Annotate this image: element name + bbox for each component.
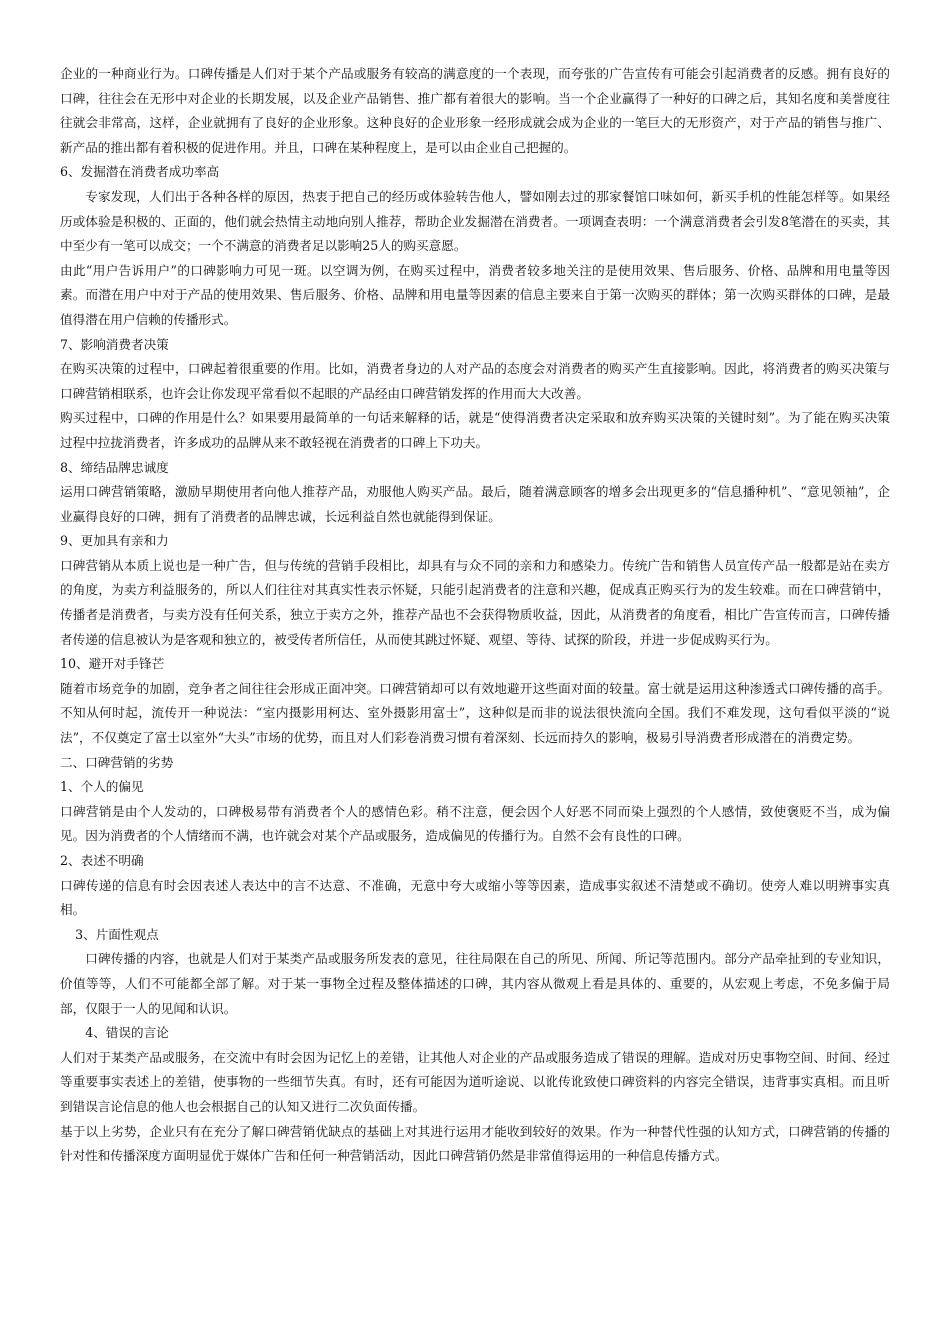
- paragraph-wrong-statements: 人们对于某类产品或服务，在交流中有时会因为记忆上的差错，让其他人对企业的产品或服务造成了错误的理解。造成对历史事物空间、时间、经过等重要事实表述上的差错，使事物的一些细节失真。有时，还有可能因为道听途说、以讹传讹致使口碑资料的内容完全错误，违背事实真相。而且听到错误言论信息的他人也会根据自己的认知又进行二次负面传播。: [60, 1049, 890, 1114]
- heading-9-affinity: 9、更加具有亲和力: [60, 533, 169, 549]
- heading-3-one-sided-view: 3、片面性观点: [75, 926, 159, 942]
- paragraph-key-moment: 购买过程中，口碑的作用是什么？如果要用最简单的一句话来解释的话，就是“使得消费者决定采取和放弃购买决策的关键时刻”。为了能在购买决策过程中拉拢消费者，许多成功的品牌从来不敢轻视在消费者的口碑上下功夫。: [60, 410, 890, 450]
- paragraph-experts-found: 专家发现，人们出于各种各样的原因，热衷于把自己的经历或体验转告他人，譬如刚去过的那家餐馆口味如何，新买手机的性能怎样等。如果经历或体验是积极的、正面的，他们就会热情主动地向别人推荐，帮助企业发掘潜在消费者。一项调查表明：一个满意消费者会引发8笔潜在的买卖，其中至少有一笔可以成交；一个不满意的消费者足以影响25人的购买意愿。: [60, 188, 890, 254]
- paragraph-conclusion: 基于以上劣势，企业只有在充分了解口碑营销优缺点的基础上对其进行运用才能收到较好的效果。作为一种替代性强的认知方式，口碑营销的传播的针对性和传播深度方面明显优于媒体广告和任何一种营销活动，因此口碑营销仍然是非常值得运用的一种信息传播方式。: [60, 1123, 890, 1164]
- heading-8-brand-loyalty: 8、缔结品牌忠诚度: [60, 459, 169, 475]
- heading-10-avoid-competitors: 10、避开对手锋芒: [60, 656, 165, 672]
- paragraph-fuji-example: 随着市场竞争的加剧，竞争者之间往往会形成正面冲突。口碑营销却可以有效地避开这些面对面的较量。富士就是运用这种渗透式口碑传播的高手。不知从何时起，流传开一种说法：“室内摄影用柯达、室外摄影用富士”，这种似是而非的说法很快流向全国。我们不难发现，这句看似平淡的“说法”，不仅奠定了富士以室外“大头”市场的优势，而且对人们彩卷消费习惯有着深刻、长远而持久的影响，极易引导消费者形成潜在的消费定势。: [60, 680, 890, 746]
- heading-4-wrong-statements: 4、错误的言论: [85, 1025, 169, 1041]
- heading-7-influence-decision: 7、影响消费者决策: [60, 336, 169, 352]
- paragraph-user-tells-user: 由此“用户告诉用户”的口碑影响力可见一斑。以空调为例，在购买过程中，消费者较多地关注的是使用效果、售后服务、价格、品牌和用电量等因素。而潜在用户中对于产品的使用效果、售后服务、价格、品牌和用电量等因素的信息主要来自于第一次购买的群体；第一次购买群体的口碑，是最值得潜在用户信赖的传播形式。: [60, 262, 890, 327]
- heading-1-personal-bias: 1、个人的偏见: [60, 779, 144, 795]
- heading-6-discover-potential-consumers: 6、发掘潜在消费者成功率高: [60, 164, 220, 180]
- paragraph-intro-continued: 企业的一种商业行为。口碑传播是人们对于某个产品或服务有较高的满意度的一个表现，而夸张的广告宣传有可能会引起消费者的反感。拥有良好的口碑，往往会在无形中对企业的长期发展，以及企业产品销售、推广都有着很大的影响。当一个企业赢得了一种好的口碑之后，其知名度和美誉度往往就会非常高，这样，企业就拥有了良好的企业形象。这种良好的企业形象一经形成就会成为企业的一笔巨大的无形资产，对于产品的销售与推广、新产品的推出都有着积极的促进作用。并且，口碑在某种程度上，是可以由企业自己把握的。: [60, 66, 890, 155]
- paragraph-word-of-mouth-strategy: 运用口碑营销策略，激励早期使用者向他人推荐产品，劝服他人购买产品。最后，随着满意顾客的增多会出现更多的“信息播种机”、“意见领袖”，企业赢得良好的口碑，拥有了消费者的品牌忠诚，长远利益自然也就能得到保证。: [60, 484, 890, 524]
- heading-2-unclear-expression: 2、表述不明确: [60, 853, 144, 868]
- paragraph-unclear-expression: 口碑传递的信息有时会因表述人表达中的言不达意、不准确，无意中夸大或缩小等等因素，造成事实叙述不清楚或不确切。使旁人难以明辨事实真相。: [60, 877, 890, 918]
- paragraph-personal-bias: 口碑营销是由个人发动的，口碑极易带有消费者个人的感情色彩。稍不注意，便会因个人好恶不同而染上强烈的个人感情，致使褒贬不当，成为偏见。因为消费者的个人情绪而不满，也许就会对某个产品或服务，造成偏见的传播行为。自然不会有良性的口碑。: [60, 803, 890, 844]
- heading-section-disadvantages: 二、口碑营销的劣势: [60, 754, 174, 770]
- paragraph-affinity: 口碑营销从本质上说也是一种广告，但与传统的营销手段相比，却具有与众不同的亲和力和感染力。传统广告和销售人员宣传产品一般都是站在卖方的角度，为卖方利益服务的，所以人们往往对其真实性表示怀疑，只能引起消费者的注意和兴趣，促成真正购买行为的发生较难。而在口碑营销中，传播者是消费者，与卖方没有任何关系，独立于卖方之外，推荐产品也不会获得物质收益，因此，从消费者的角度看，相比广告宣传而言，口碑传播者传递的信息被认为是客观和独立的，被受传者所信任，从而使其跳过怀疑、观望、等待、试探的阶段，并进一步促成购买行为。: [60, 557, 890, 647]
- paragraph-purchase-decision: 在购买决策的过程中，口碑起着很重要的作用。比如，消费者身边的人对产品的态度会对消费者的购买产生直接影响。因此，将消费者的购买决策与口碑营销相联系，也许会让你发现平常看似不起眼的产品经由口碑营销发挥的作用而大大改善。: [60, 361, 890, 401]
- paragraph-one-sided-view: 口碑传播的内容，也就是人们对于某类产品或服务所发表的意见，往往局限在自己的所见、所闻、所记等范围内。部分产品牵扯到的专业知识，价值等等，人们不可能都全部了解。对于某一事物全过程及整体描述的口碑，其内容从微观上看是具体的、重要的，从宏观上考虑，不免多偏于局部，仅限于一人的见闻和认识。: [60, 951, 890, 1016]
